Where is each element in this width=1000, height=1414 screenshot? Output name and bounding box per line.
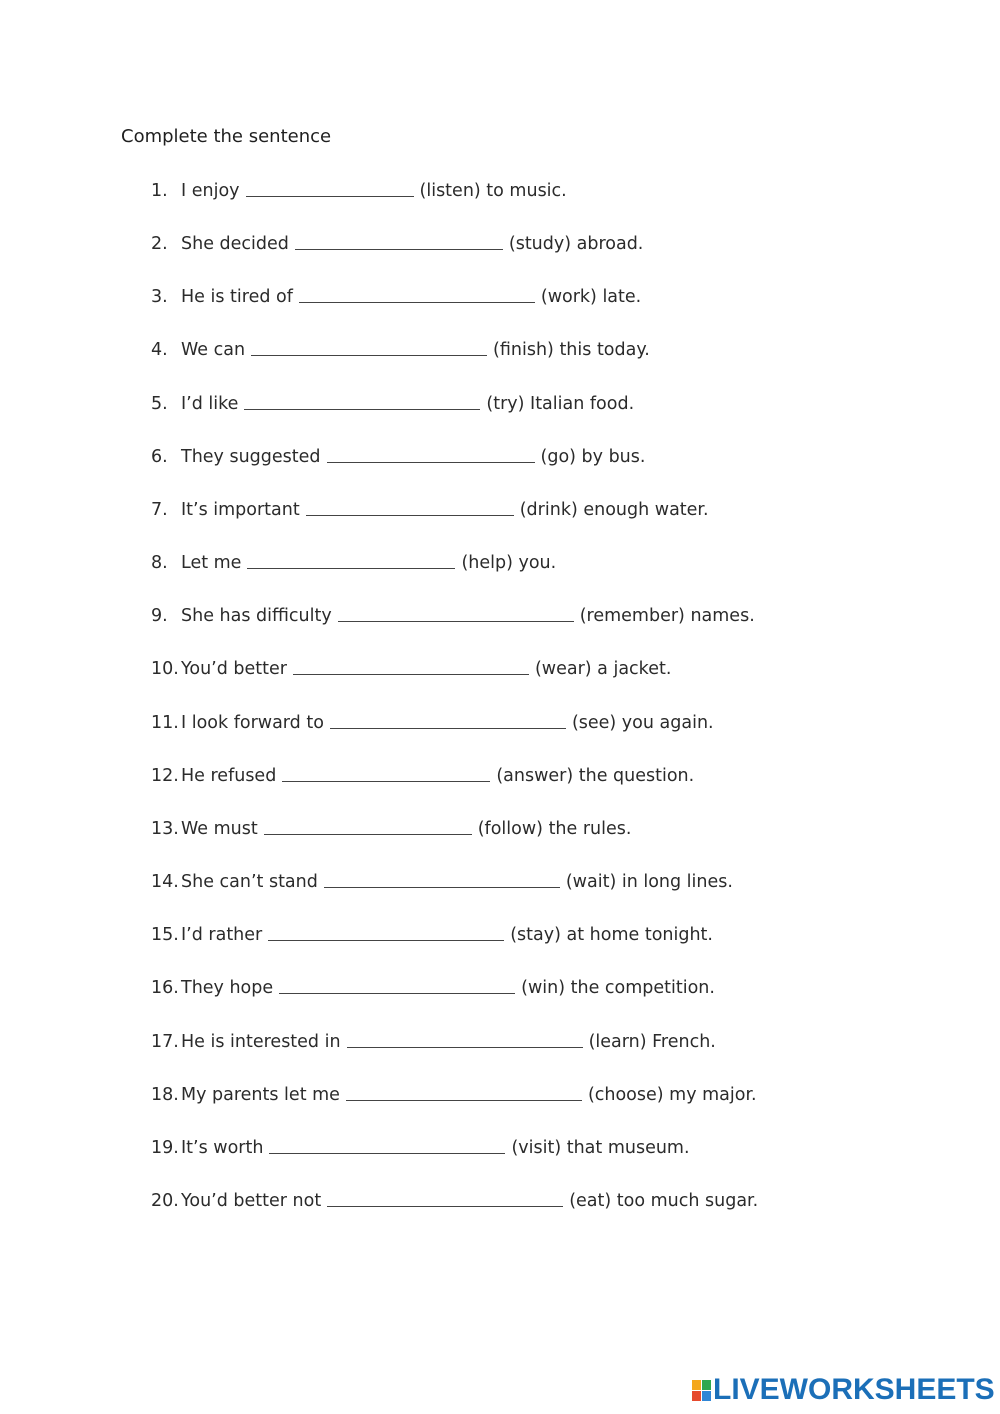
item-text-before: She can’t stand [181,872,318,893]
answer-blank[interactable] [279,973,515,994]
answer-blank[interactable] [338,601,574,622]
list-item [151,763,758,816]
item-text-after: (answer) the question. [496,765,695,786]
item-number: 17. [151,1031,179,1052]
item-text-before: You’d better not [181,1190,322,1211]
item-text-after: (listen) to music. [419,181,567,201]
item-text-before: They suggested [181,446,321,467]
item-text-after: (help) you. [461,553,557,574]
answer-blank[interactable] [299,282,535,303]
item-text-before: Let me [181,553,242,574]
list-item [151,178,758,231]
item-text-after: (stay) at home tonight. [510,925,713,946]
item-number: 11. [151,712,179,733]
item-number: 2. [151,234,168,255]
item-text-before: I enjoy [181,181,240,201]
answer-blank[interactable] [327,442,535,463]
list-item [151,284,758,337]
answer-blank[interactable] [247,548,455,569]
list-item [151,550,758,603]
item-number: 19. [151,1137,179,1158]
answer-blank[interactable] [264,814,472,835]
liveworksheets-logo [692,1373,995,1407]
list-item [151,1029,758,1082]
item-text-before: It’s worth [181,1137,264,1158]
item-text-before: She decided [181,234,289,255]
list-item [151,1188,758,1241]
item-text-after: (study) abroad. [508,234,644,255]
item-text-after: (eat) too much sugar. [569,1190,759,1211]
liveworksheets-logo-icon [692,1380,711,1401]
item-text-after: (wait) in long lines. [565,872,733,893]
item-number: 10. [151,659,179,680]
item-number: 8. [151,553,168,574]
item-text-after: (go) by bus. [540,446,646,467]
item-number: 15. [151,925,179,946]
item-text-before: He refused [181,765,277,786]
item-text-after: (wear) a jacket. [534,659,672,680]
item-text-before: I look forward to [181,712,324,733]
item-number: 4. [151,340,168,361]
item-text-after: (choose) my major. [587,1084,757,1105]
item-number: 14. [151,872,179,893]
item-text-after: (work) late. [540,287,642,308]
list-item [151,444,758,497]
answer-blank[interactable] [330,708,566,729]
answer-blank[interactable] [327,1186,563,1207]
answer-blank[interactable] [244,389,480,410]
item-text-before: My parents let me [181,1084,340,1105]
page-title: Complete the sentence [121,126,332,147]
answer-blank[interactable] [347,1027,583,1048]
item-text-before: I’d like [181,393,239,414]
answer-blank[interactable] [346,1080,582,1101]
answer-blank[interactable] [246,176,414,197]
list-item [151,1135,758,1188]
list-item [151,603,758,656]
item-text-before: He is tired of [181,287,293,308]
item-text-after: (see) you again. [571,712,714,733]
item-text-after: (visit) that museum. [511,1137,690,1158]
item-number: 9. [151,606,168,627]
list-item [151,1082,758,1135]
answer-blank[interactable] [268,920,504,941]
list-item [151,922,758,975]
list-item [151,231,758,284]
item-text-after: (follow) the rules. [477,818,632,839]
answer-blank[interactable] [324,867,560,888]
item-text-after: (try) Italian food. [486,393,635,414]
item-text-before: She has difficulty [181,606,332,627]
list-item [151,497,758,550]
item-number: 7. [151,499,168,520]
item-number: 1. [151,181,168,201]
item-text-after: (finish) this today. [493,340,650,361]
list-item [151,391,758,444]
list-item [151,337,758,390]
answer-blank[interactable] [295,229,503,250]
item-text-before: It’s important [181,499,300,520]
item-text-after: (drink) enough water. [519,499,709,520]
item-number: 18. [151,1084,179,1105]
item-text-after: (win) the competition. [521,978,715,999]
answer-blank[interactable] [269,1133,505,1154]
list-item [151,869,758,922]
answer-blank[interactable] [306,495,514,516]
item-text-after: (learn) French. [588,1031,716,1052]
answer-blank[interactable] [293,654,529,675]
logo-text: LIVEWORKSHEETS [713,1373,995,1406]
exercise-list [151,178,758,1241]
item-text-after: (remember) names. [579,606,755,627]
item-text-before: You’d better [181,659,287,680]
item-number: 3. [151,287,168,308]
list-item [151,975,758,1028]
item-number: 16. [151,978,179,999]
item-text-before: We must [181,818,258,839]
item-number: 12. [151,765,179,786]
list-item [151,656,758,709]
item-number: 6. [151,446,168,467]
answer-blank[interactable] [282,761,490,782]
answer-blank[interactable] [251,335,487,356]
item-text-before: He is interested in [181,1031,341,1052]
item-number: 20. [151,1190,179,1211]
item-number: 5. [151,393,168,414]
item-text-before: We can [181,340,246,361]
item-text-before: They hope [181,978,274,999]
item-text-before: I’d rather [181,925,263,946]
list-item [151,710,758,763]
list-item [151,816,758,869]
item-number: 13. [151,818,179,839]
